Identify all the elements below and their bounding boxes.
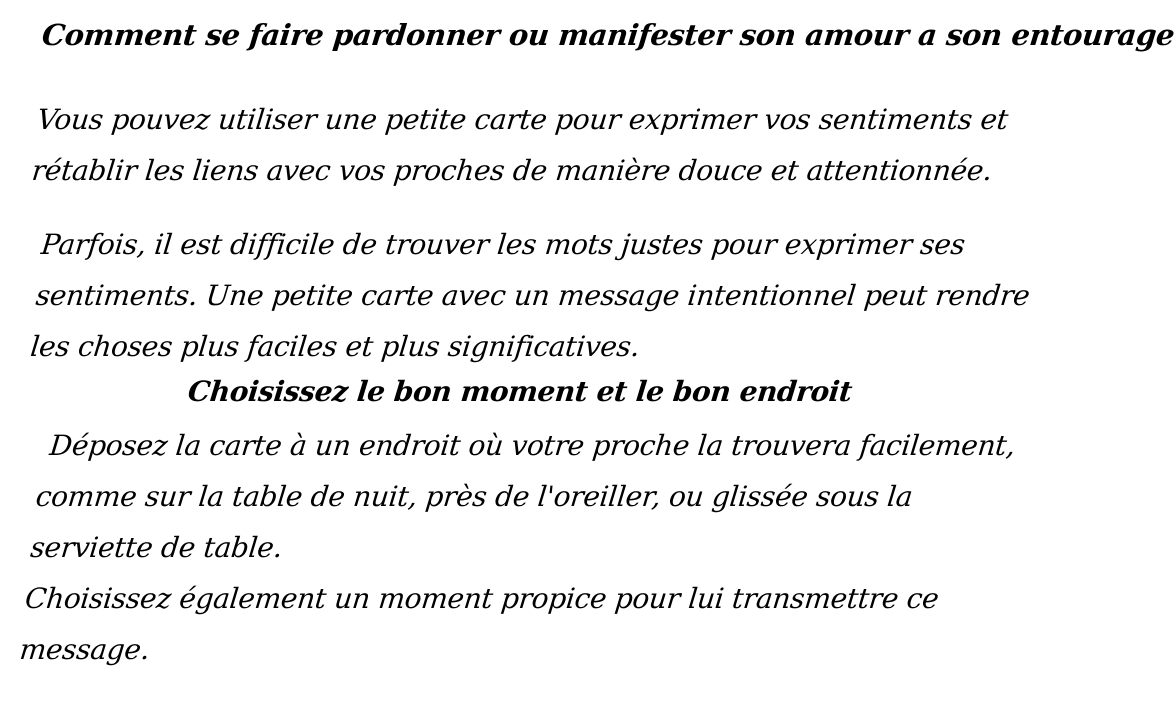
intro-line: Vous pouvez utiliser une petite carte pour exprimer vos sentiments et — [35, 103, 1010, 136]
intro-paragraph — [29, 94, 1010, 196]
third-paragraph — [17, 420, 1017, 675]
document-title: Comment se faire pardonner ou manifester son amour a son entourage — [40, 18, 1176, 52]
paragraph-line: Déposez la carte à un endroit où votre proche la trouvera facilement, — [39, 429, 1017, 462]
paragraph-line: Parfois, il est difficile de trouver les mots justes pour exprimer ses — [39, 228, 967, 261]
paragraph-line: message. — [18, 633, 152, 666]
section-subtitle: Choisissez le bon moment et le bon endroit — [186, 375, 854, 408]
paragraph-line: les choses plus faciles et plus significatives. — [28, 330, 642, 363]
intro-line: rétablir les liens avec vos proches de manière douce et attentionnée. — [30, 154, 994, 187]
paragraph-line: sentiments. Une petite carte avec un message intentionnel peut rendre — [34, 279, 1032, 312]
second-paragraph — [28, 219, 1032, 372]
paragraph-line: Choisissez également un moment propice pour lui transmettre ce — [23, 582, 941, 615]
paragraph-line: serviette de table. — [28, 531, 284, 564]
paragraph-line: comme sur la table de nuit, près de l'oreiller, ou glissée sous la — [34, 480, 915, 513]
